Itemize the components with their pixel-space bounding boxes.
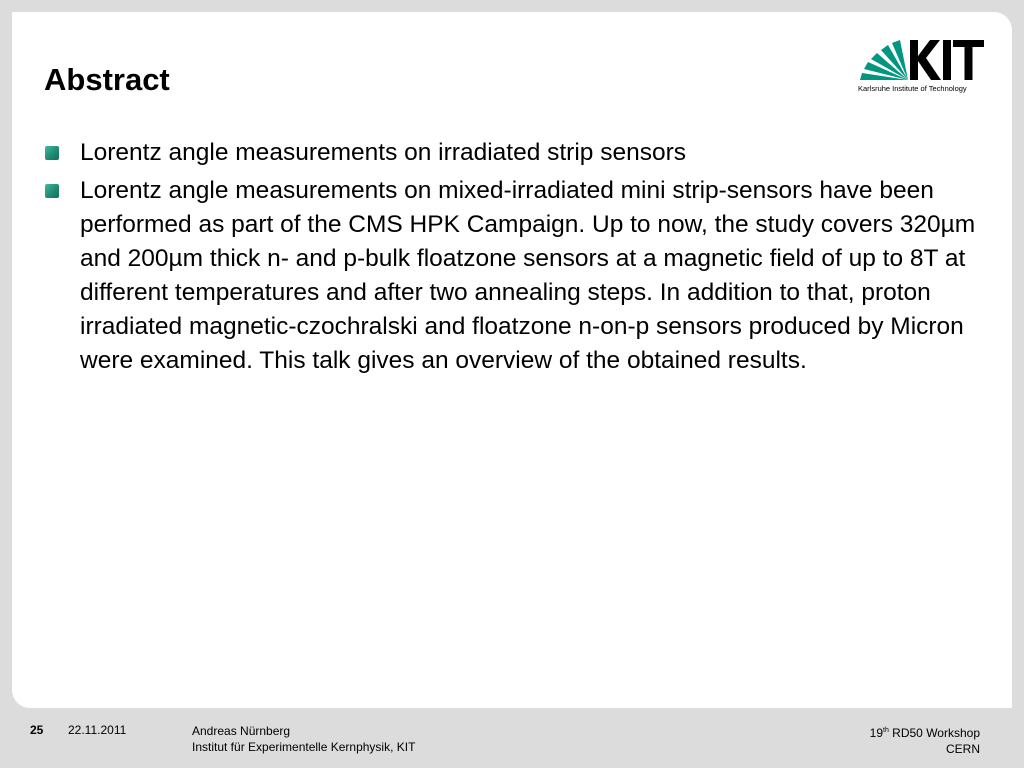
event-title: RD50 Workshop [888, 726, 980, 740]
slide-title: Abstract [44, 62, 170, 97]
footer-event-block [870, 723, 980, 757]
slide [12, 12, 1012, 708]
bullet-item [42, 174, 992, 378]
footer-author-block [192, 723, 415, 755]
author-institute: Institut für Experimentelle Kernphysik, KIT [192, 740, 416, 754]
bullet-item [42, 136, 992, 170]
page-number: 25 [30, 723, 44, 737]
footer-date: 22.11.2011 [68, 723, 127, 737]
logo-subtitle: Karlsruhe Institute of Technology [858, 84, 967, 93]
bullet-square-icon [45, 146, 59, 160]
event-suffix: th [883, 727, 889, 734]
event-location: CERN [945, 742, 980, 756]
bullet-text: Lorentz angle measurements on irradiated strip sensors [80, 139, 687, 166]
bullet-text: Lorentz angle measurements on mixed-irradiated mini strip-sensors have been performed as part of the CMS HPK Campaign. Up to now, the study covers 320µm and 200µm thick n- and p-bulk floatzone sensors at a magnetic field of up to 8T at different temperatures and after two annealing steps. In addition to that, proton irradiated magnetic-czochralski and floatzone n-on-p sensors produced by Micron were examined. This talk gives an overview of the obtained results. [80, 177, 976, 374]
event-name [870, 723, 980, 741]
event-number: 19 [869, 726, 883, 740]
bullet-list [42, 136, 992, 382]
author-name: Andreas Nürnberg [192, 724, 291, 738]
footer [0, 708, 1024, 768]
bullet-square-icon [45, 184, 59, 198]
